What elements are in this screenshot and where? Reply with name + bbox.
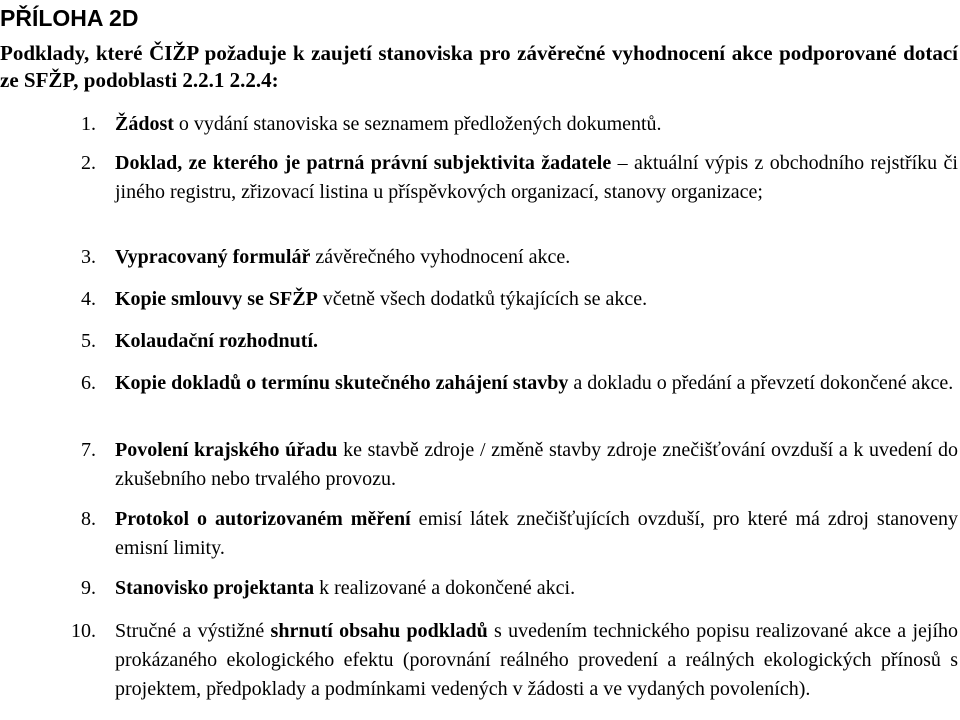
list-item-8 [0,505,958,563]
list-item-10 [0,617,958,704]
list-item-text: ke stavbě zdroje / změně stavby zdroje znečišťování ovzduší a k uvedení do zkušebního nebo trvalého provozu. [115,439,958,490]
list-item-bold-text: Doklad, ze kterého je patrná právní subjektivita žadatele [115,152,612,174]
list-item-bold-text: shrnutí obsahu podkladů [270,620,488,642]
list-item-2 [0,149,958,207]
list-item-bold-text: Povolení krajského úřadu [115,439,338,461]
list-item-number: 3. [81,246,96,268]
list-item-3 [0,243,958,272]
list-item-number: 5. [81,330,96,352]
list-item-text: k realizované a dokončené akci. [314,577,576,599]
list-item-bold-text: Kopie dokladů o termínu skutečného zahájení stavby [115,372,569,394]
list-item-number: 9. [81,577,96,599]
list-item-bold-text: Stanovisko projektanta [115,577,315,599]
list-item-text: – aktuální výpis z obchodního rejstříku či jiného registru, zřizovací listina u příspěvkových organizací, stanovy organizace; [115,152,958,203]
intro-paragraph: Podklady, které ČIŽP požaduje k zaujetí stanoviska pro závěrečné vyhodnocení akce podporované dotací ze SFŽP, podoblasti 2.2.1 2.2.4: [0,41,958,92]
list-item-1 [0,110,958,139]
list-item-7 [0,436,958,494]
list-item-5 [0,327,958,356]
list-item-text: a dokladu o předání a převzetí dokončené akce. [568,372,954,394]
list-item-number: 1. [81,113,96,135]
list-item-number: 7. [81,439,96,461]
list-item-number: 8. [81,508,96,530]
list-item-6 [0,369,958,398]
list-item-text: s uvedením technického popisu realizované akce a jejího prokázaného ekologického efektu (porovnání reálného provedení a reálných ekologických přínosů s projektem, předpoklady a podmínkami vedených v žádosti a ve vydaných povoleních). [115,620,959,700]
list-item-number: 10. [71,620,96,642]
list-item-number: 6. [81,372,96,394]
page-title: PŘÍLOHA 2D [0,5,139,31]
list-item-text: emisí látek znečišťujících ovzduší, pro které má zdroj stanoveny emisní limity. [115,508,959,559]
list-item-number: 2. [81,152,96,174]
list-item-number: 4. [81,288,96,310]
list-item-bold-text: Žádost [115,113,174,135]
list-item-bold-text: Kolaudační rozhodnutí. [115,330,319,352]
list-item-bold-text: Vypracovaný formulář [115,246,311,268]
list-item-bold-text: Protokol o autorizovaném měření [115,508,411,530]
list-item-4 [0,285,958,314]
list-item-bold-text: Kopie smlouvy se SFŽP [115,288,318,310]
list-item-text: o vydání stanoviska se seznamem předložených dokumentů. [173,113,662,135]
list-item-9 [0,574,958,603]
list-item-text: závěrečného vyhodnocení akce. [310,246,571,268]
list-item-text: včetně všech dodatků týkajících se akce. [317,288,648,310]
list-item-prefix: Stručné a výstižné [115,620,271,642]
